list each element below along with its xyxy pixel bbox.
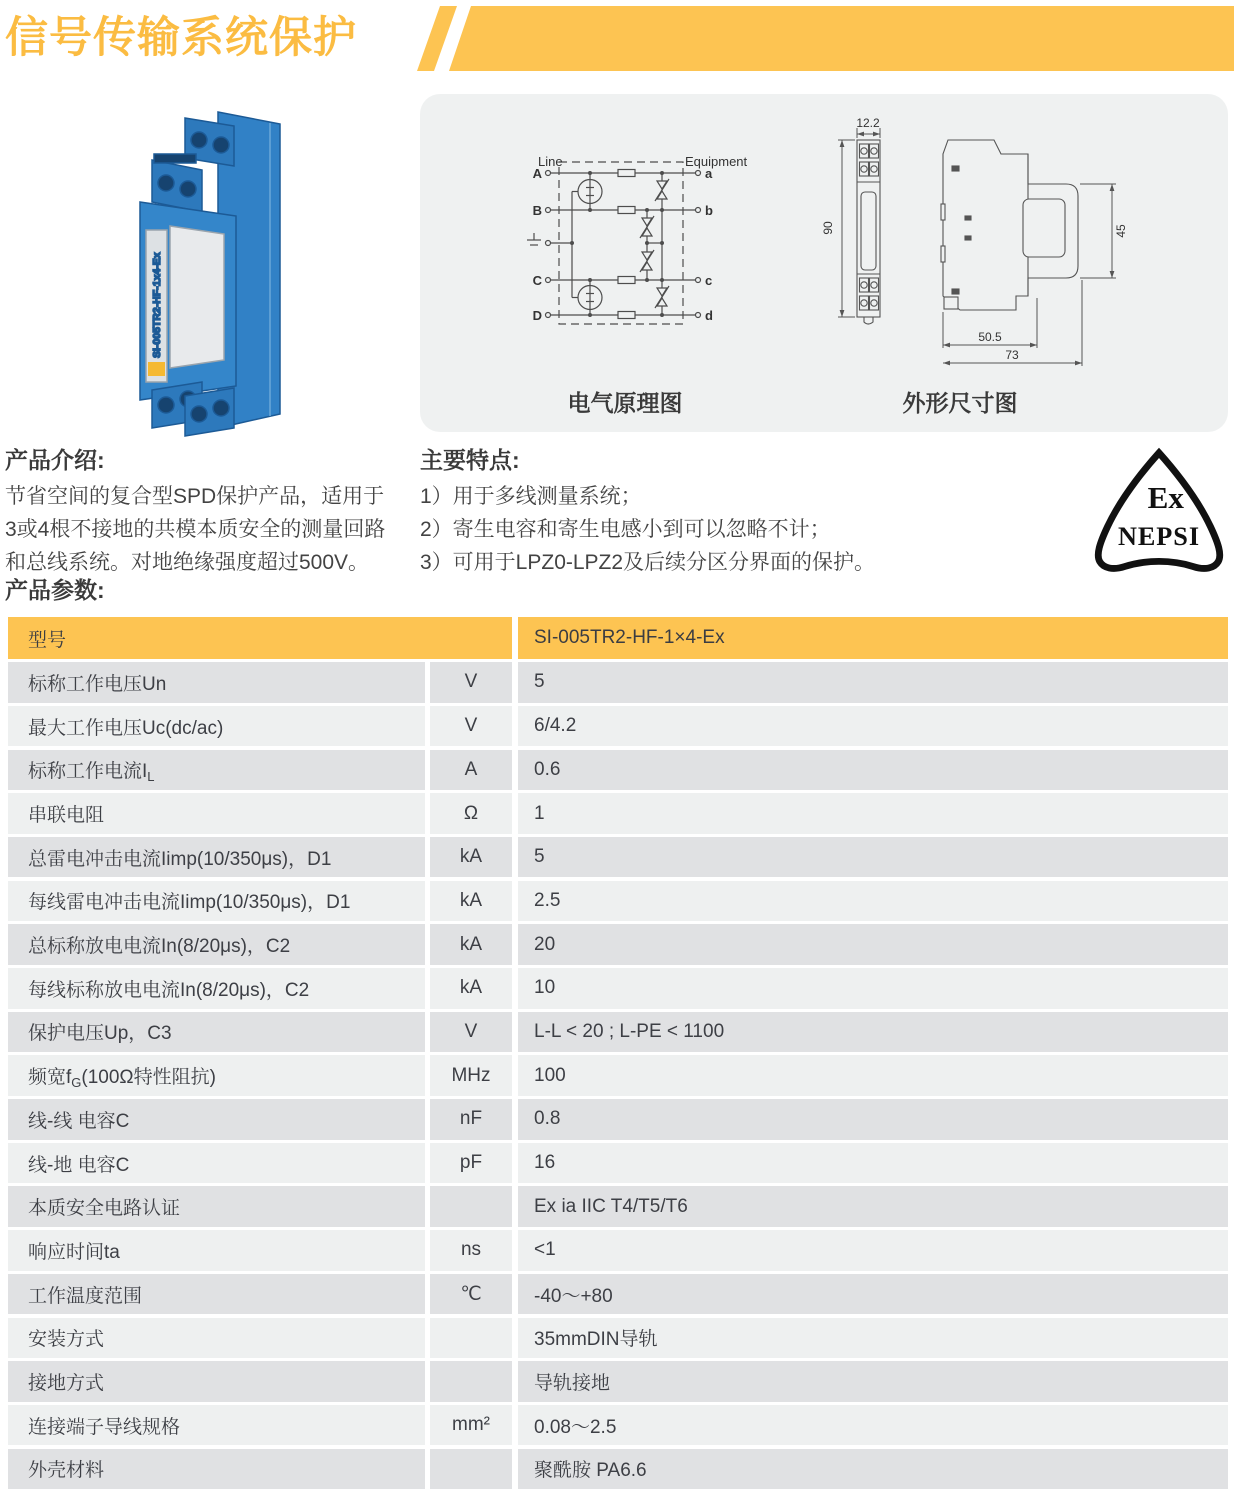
- param-label-cell: 总雷电冲击电流Iimp(10/350μs)，D1: [8, 837, 425, 878]
- terminal-label-C: C: [532, 273, 542, 288]
- table-row: [8, 837, 1228, 878]
- table-row: [8, 750, 1228, 791]
- param-unit-cell: kA: [430, 924, 512, 965]
- param-unit-cell: V: [430, 706, 512, 747]
- terminal-label-B: B: [532, 203, 542, 218]
- param-unit-cell: kA: [430, 881, 512, 922]
- params-table: [8, 617, 1228, 1489]
- param-label-cell: 每线雷电冲击电流Iimp(10/350μs)，D1: [8, 881, 425, 922]
- param-label-cell: 每线标称放电电流In(8/20μs)，C2: [8, 968, 425, 1009]
- table-row: [8, 662, 1228, 703]
- param-value-cell: <1: [518, 1230, 1228, 1271]
- nepsi-ex-logo: [1086, 446, 1232, 582]
- param-unit-cell: pF: [430, 1143, 512, 1184]
- param-label-cell: 工作温度范围: [8, 1274, 425, 1315]
- param-label-cell: 外壳材料: [8, 1449, 425, 1490]
- tvs-diode-symbol: [655, 286, 669, 308]
- tvs-diode-symbol: [640, 250, 654, 272]
- table-row: [8, 1405, 1228, 1446]
- intro-line: 节省空间的复合型SPD保护产品，适用于: [5, 485, 385, 508]
- table-row: [8, 1055, 1228, 1096]
- param-unit-cell: V: [430, 1012, 512, 1053]
- param-unit-cell: [430, 1361, 512, 1402]
- param-value-cell: 35mmDIN导轨: [518, 1318, 1228, 1359]
- table-row: [8, 1449, 1228, 1490]
- param-value-cell: 5: [518, 662, 1228, 703]
- param-value-cell: 20: [518, 924, 1228, 965]
- param-value-cell: 16: [518, 1143, 1228, 1184]
- feature-item: 2）寄生电容和寄生电感小到可以忽略不计；: [420, 518, 831, 541]
- param-unit-cell: nF: [430, 1099, 512, 1140]
- terminal-label-c: c: [705, 273, 713, 288]
- param-value-cell: 聚酰胺 PA6.6: [518, 1449, 1228, 1490]
- terminal-label-d: d: [705, 308, 713, 323]
- param-label-cell: 串联电阻: [8, 793, 425, 834]
- ex-mark-text: Ex: [1147, 480, 1184, 516]
- param-value-cell: 10: [518, 968, 1228, 1009]
- param-label-cell: 总标称放电电流In(8/20μs)，C2: [8, 924, 425, 965]
- dim-height-45: 45: [1114, 224, 1128, 238]
- terminal-label-a: a: [705, 166, 713, 181]
- table-row: [8, 1361, 1228, 1402]
- banner-slash: [417, 6, 457, 71]
- table-row: [8, 793, 1228, 834]
- param-unit-cell: [430, 1318, 512, 1359]
- table-row: [8, 924, 1228, 965]
- yellow-banner: [400, 0, 1236, 75]
- model-value-cell: SI-005TR2-HF-1×4-Ex: [518, 617, 1228, 659]
- table-row: [8, 706, 1228, 747]
- terminal-label-D: D: [532, 308, 542, 323]
- feature-item: 3）可用于LPZ0-LPZ2及后续分区分界面的保护。: [420, 551, 876, 574]
- intro-paragraph: [5, 480, 415, 579]
- param-value-cell: Ex ia IIC T4/T5/T6: [518, 1186, 1228, 1227]
- param-value-cell: 6/4.2: [518, 706, 1228, 747]
- param-unit-cell: Ω: [430, 793, 512, 834]
- param-label-cell: 接地方式: [8, 1361, 425, 1402]
- dimension-drawing: [820, 96, 1136, 396]
- dim-depth-50-5: 50.5: [978, 330, 1002, 344]
- gdt-symbol: [578, 286, 602, 310]
- params-table-header: [8, 617, 1228, 659]
- table-row: [8, 1099, 1228, 1140]
- param-label-cell: 线-地 电容C: [8, 1143, 425, 1184]
- param-unit-cell: ℃: [430, 1274, 512, 1315]
- features-list: [420, 480, 1040, 579]
- features-heading: 主要特点:: [420, 447, 520, 473]
- schematic-caption: 电气原理图: [567, 390, 683, 416]
- param-value-cell: 100: [518, 1055, 1228, 1096]
- param-unit-cell: kA: [430, 837, 512, 878]
- param-unit-cell: V: [430, 662, 512, 703]
- dim-height-90: 90: [821, 221, 835, 235]
- param-unit-cell: MHz: [430, 1055, 512, 1096]
- schematic-equipment-label: Equipment: [685, 154, 748, 169]
- param-value-cell: 2.5: [518, 881, 1228, 922]
- param-label-cell: 响应时间ta: [8, 1230, 425, 1271]
- param-unit-cell: [430, 1449, 512, 1490]
- param-label-cell: 标称工作电压Un: [8, 662, 425, 703]
- param-value-cell: 1: [518, 793, 1228, 834]
- intro-line: 和总线系统。对地绝缘强度超过500V。: [5, 551, 370, 574]
- param-unit-cell: [430, 1186, 512, 1227]
- terminal-label-A: A: [532, 166, 542, 181]
- tvs-diode-symbol: [655, 179, 669, 201]
- param-value-cell: 导轨接地: [518, 1361, 1228, 1402]
- banner-bar: [449, 6, 1234, 71]
- intro-heading: 产品介绍:: [5, 447, 105, 473]
- table-row: [8, 1274, 1228, 1315]
- param-value-cell: L-L < 20 ; L-PE < 1100: [518, 1012, 1228, 1053]
- param-label-cell: 最大工作电压Uc(dc/ac): [8, 706, 425, 747]
- dimensions-caption: 外形尺寸图: [902, 390, 1018, 416]
- feature-item: 1）用于多线测量系统；: [420, 485, 642, 508]
- resistor-symbols: [618, 170, 635, 319]
- table-row: [8, 1186, 1228, 1227]
- nepsi-mark-text: NEPSI: [1117, 522, 1201, 552]
- table-row: [8, 881, 1228, 922]
- schematic-line-label: Line: [538, 154, 563, 169]
- param-label-cell: 连接端子导线规格: [8, 1405, 425, 1446]
- dim-width-12-2: 12.2: [856, 116, 880, 130]
- param-label-cell: 标称工作电流I L: [8, 750, 425, 791]
- param-label-cell: 线-线 电容C: [8, 1099, 425, 1140]
- param-label-cell: 本质安全电路认证: [8, 1186, 425, 1227]
- terminal-label-b: b: [705, 203, 713, 218]
- intro-line: 3或4根不接地的共模本质安全的测量回路: [5, 518, 386, 541]
- param-value-cell: -40～+80: [518, 1274, 1228, 1315]
- param-label-cell: 频宽f G (100Ω特性阻抗): [8, 1055, 425, 1096]
- page-title: 信号传输系统保护: [5, 14, 357, 62]
- electrical-schematic: [522, 150, 822, 372]
- table-row: [8, 1318, 1228, 1359]
- table-row: [8, 1143, 1228, 1184]
- product-model-label: SI-005TR2-HF-1x4-Ex: [151, 252, 163, 358]
- param-label-cell: 保护电压Up，C3: [8, 1012, 425, 1053]
- param-label-cell: 安装方式: [8, 1318, 425, 1359]
- product-photo: [70, 90, 326, 442]
- params-heading: 产品参数:: [5, 577, 105, 603]
- tvs-diode-symbol: [640, 216, 654, 238]
- param-unit-cell: kA: [430, 968, 512, 1009]
- gdt-symbol: [578, 180, 602, 204]
- table-row: [8, 1012, 1228, 1053]
- table-row: [8, 968, 1228, 1009]
- param-value-cell: 5: [518, 837, 1228, 878]
- param-value-cell: 0.8: [518, 1099, 1228, 1140]
- param-unit-cell: mm²: [430, 1405, 512, 1446]
- model-header-cell: 型号: [8, 617, 512, 659]
- param-unit-cell: A: [430, 750, 512, 791]
- table-row: [8, 1230, 1228, 1271]
- dim-depth-73: 73: [1005, 348, 1019, 362]
- param-value-cell: 0.08～2.5: [518, 1405, 1228, 1446]
- param-value-cell: 0.6: [518, 750, 1228, 791]
- param-unit-cell: ns: [430, 1230, 512, 1271]
